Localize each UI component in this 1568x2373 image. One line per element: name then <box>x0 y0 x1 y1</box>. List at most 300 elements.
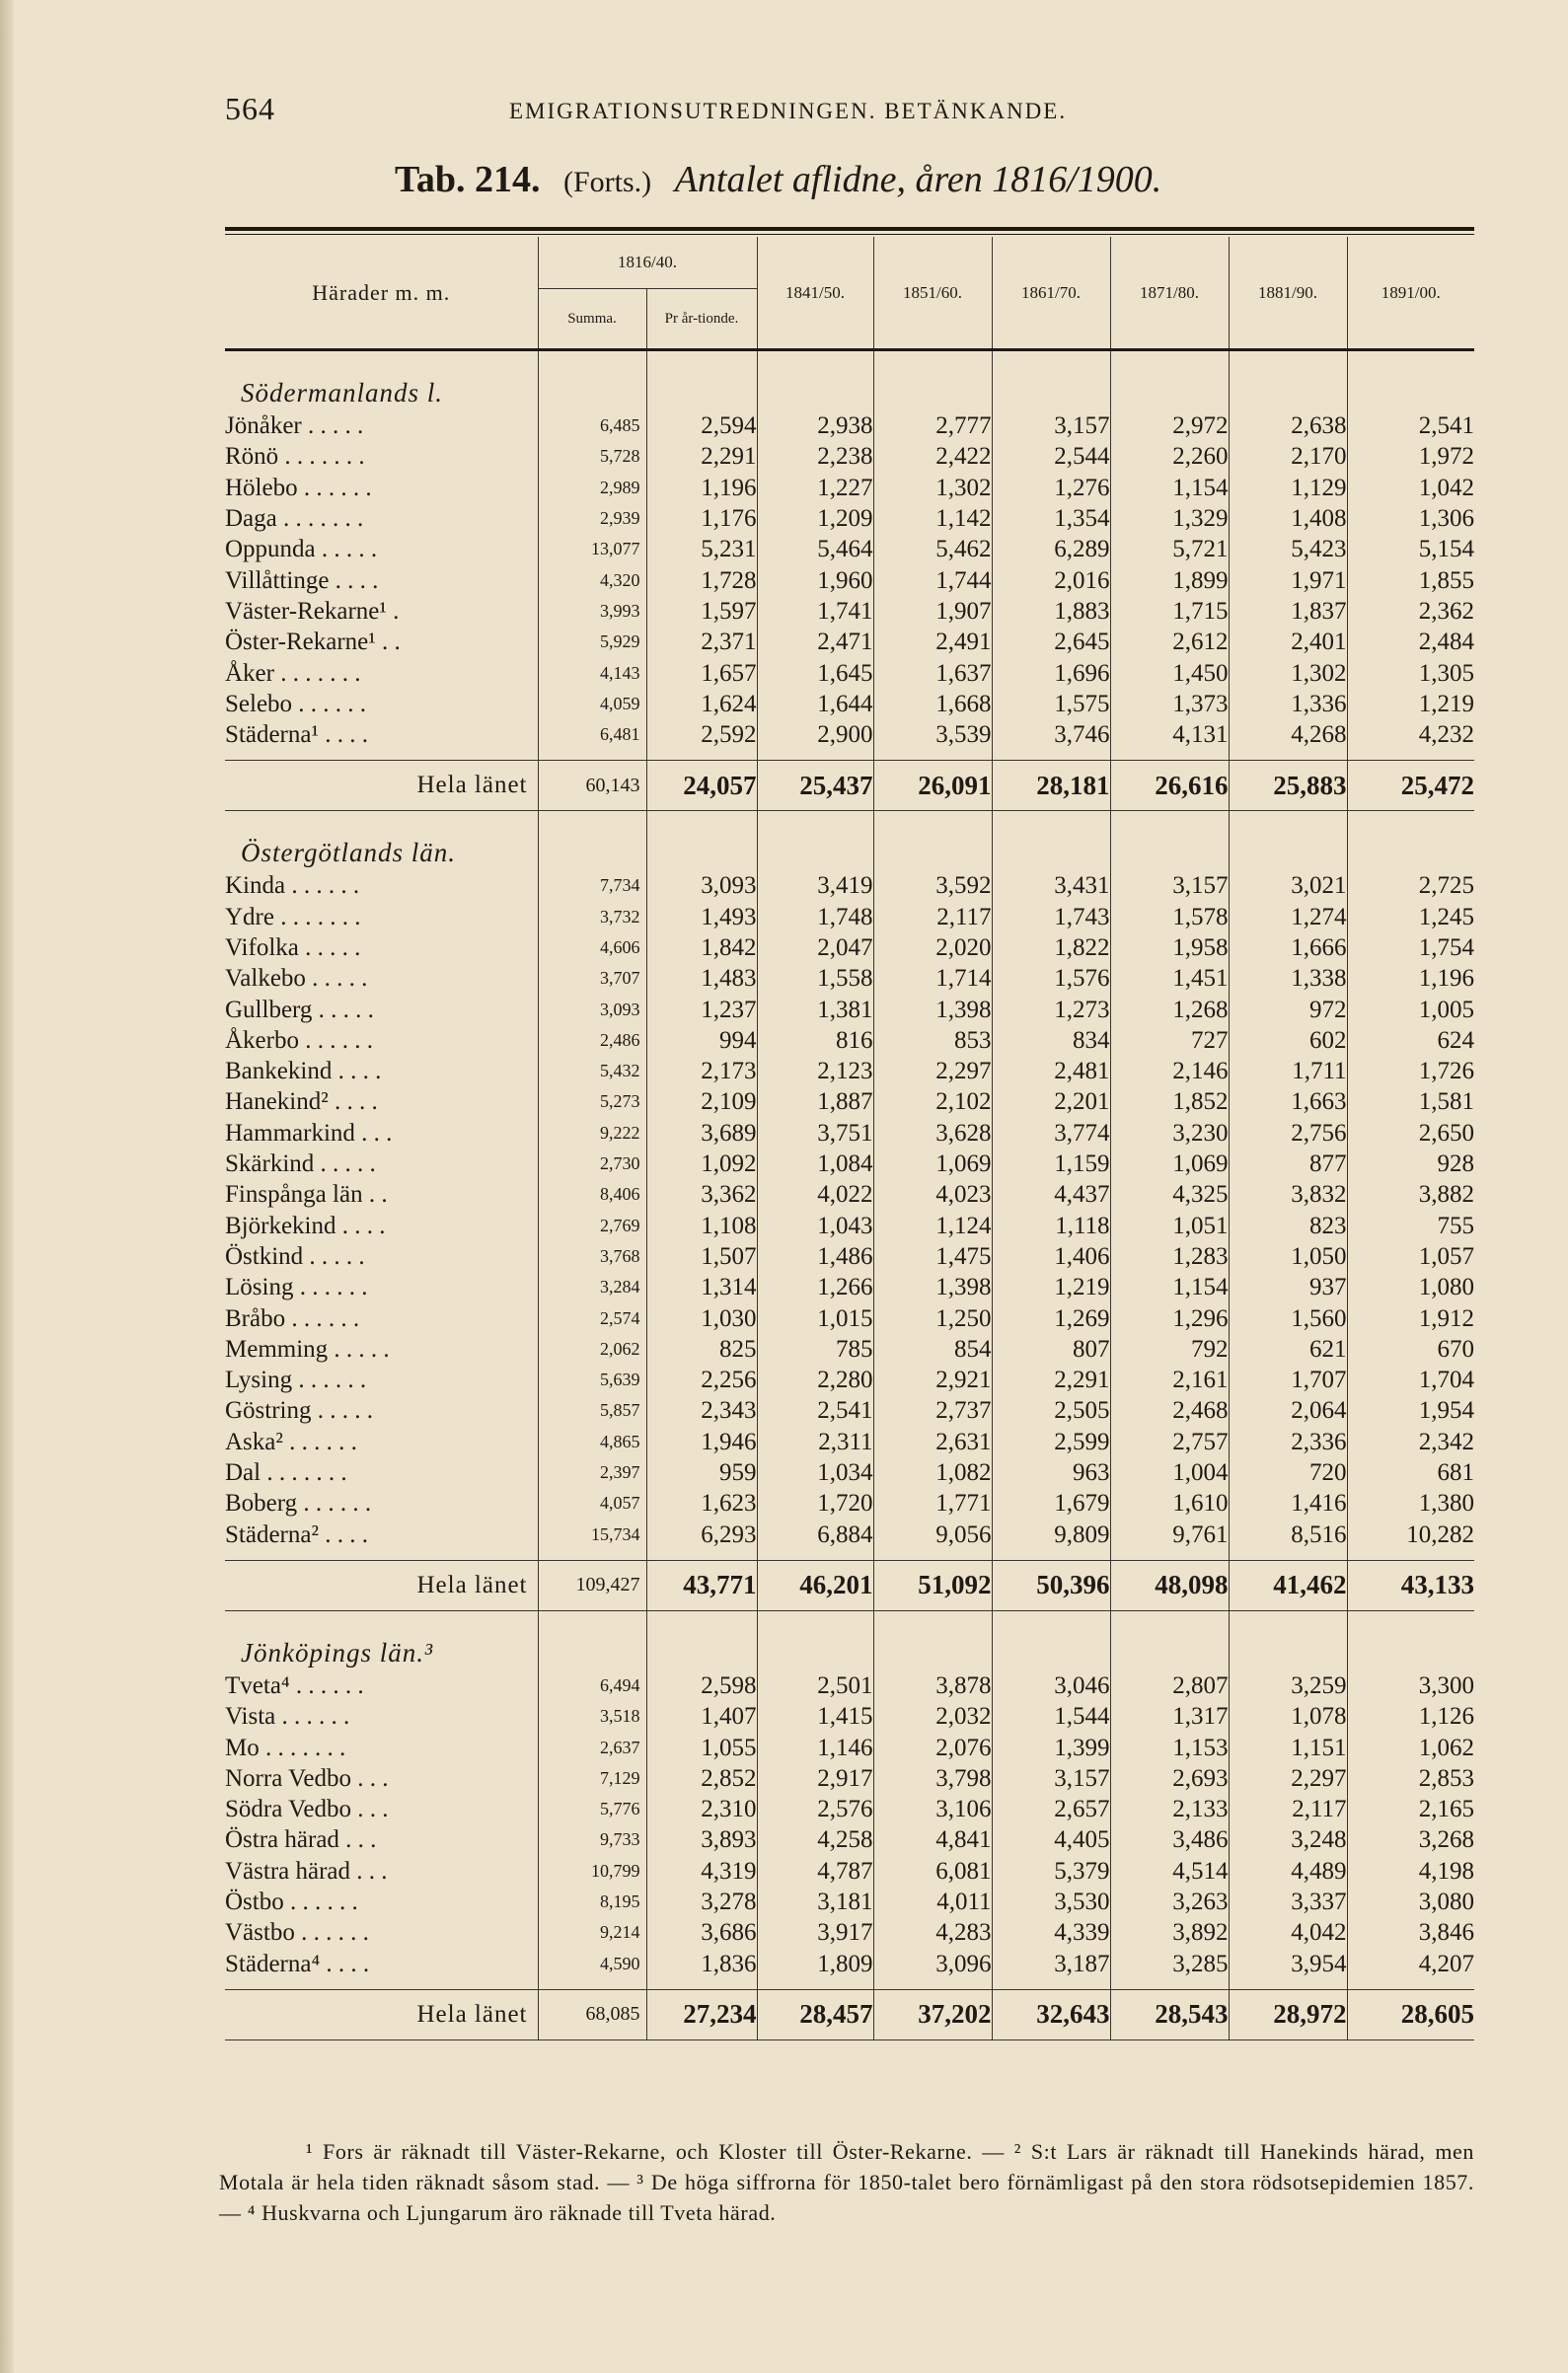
value-cell: 1,644 <box>757 689 873 719</box>
summa-cell: 4,143 <box>538 657 646 688</box>
footnote-text: ¹ Fors är räknadt till Väster-Rekarne, och Kloster till Öster-Rekarne. — ² S:t Lars är räknadt till Hanekinds härad, men Motala är hela tiden räknadt såsom stad. — ³ De höga siffrorna för 1850-talet bero förnämligast på den stora rödsotsepidemien 1857. — ⁴ Huskvarna och Ljungarum äro räknade till Tveta härad. <box>219 2139 1474 2225</box>
value-cell: 2,592 <box>646 719 757 750</box>
total-value-cell: 46,201 <box>757 1560 873 1610</box>
district-name: Hanekind² . . . . <box>225 1088 378 1116</box>
empty-cell <box>538 811 646 871</box>
total-label: Hela länet <box>225 1989 538 2039</box>
value-cell: 2,291 <box>646 441 757 472</box>
value-cell: 2,541 <box>757 1395 873 1426</box>
value-cell: 1,657 <box>646 657 757 688</box>
value-cell: 2,645 <box>992 627 1110 657</box>
empty-cell <box>225 750 538 761</box>
summa-cell: 2,062 <box>538 1334 646 1365</box>
value-cell: 1,398 <box>873 1272 992 1302</box>
summa-cell: 8,406 <box>538 1179 646 1210</box>
empty-cell <box>225 1550 538 1561</box>
value-cell: 4,405 <box>992 1824 1110 1855</box>
table-row <box>225 1272 1474 1302</box>
value-cell: 1,219 <box>1347 689 1474 719</box>
value-cell: 670 <box>1347 1334 1474 1365</box>
value-cell: 2,256 <box>646 1365 757 1395</box>
value-cell: 785 <box>757 1334 873 1365</box>
table-row <box>225 1365 1474 1395</box>
county-name: Södermanlands l. <box>241 378 443 408</box>
value-cell: 1,597 <box>646 596 757 627</box>
value-cell: 1,373 <box>1110 689 1229 719</box>
value-cell: 1,581 <box>1347 1086 1474 1117</box>
district-name: Öster-Rekarne¹ . . <box>225 629 401 656</box>
empty-cell <box>757 750 873 761</box>
value-cell: 2,362 <box>1347 596 1474 627</box>
value-cell: 5,423 <box>1229 534 1347 564</box>
value-cell: 834 <box>992 1025 1110 1056</box>
district-name: Rönö . . . . . . . <box>225 443 365 471</box>
summa-cell: 9,214 <box>538 1917 646 1948</box>
value-cell: 1,296 <box>1110 1302 1229 1333</box>
county-total-row <box>225 761 1474 811</box>
value-cell: 3,832 <box>1229 1179 1347 1210</box>
empty-cell <box>646 1550 757 1561</box>
empty-cell <box>1229 1550 1347 1561</box>
value-cell: 5,231 <box>646 534 757 564</box>
value-cell: 1,069 <box>873 1149 992 1179</box>
table-row <box>225 564 1474 595</box>
summa-cell: 7,734 <box>538 870 646 901</box>
value-cell: 3,096 <box>873 1948 992 1978</box>
value-cell: 3,157 <box>1110 870 1229 901</box>
table-row <box>225 1520 1474 1550</box>
value-cell: 2,501 <box>757 1670 873 1701</box>
value-cell: 3,917 <box>757 1917 873 1948</box>
value-cell: 2,638 <box>1229 410 1347 441</box>
value-cell: 1,082 <box>873 1457 992 1488</box>
total-value-cell: 48,098 <box>1110 1560 1229 1610</box>
value-cell: 1,836 <box>646 1948 757 1978</box>
table-row <box>225 1732 1474 1762</box>
value-cell: 2,311 <box>757 1427 873 1457</box>
district-name: Åker . . . . . . . <box>225 659 361 687</box>
value-cell: 1,754 <box>1347 932 1474 963</box>
summa-cell: 5,929 <box>538 627 646 657</box>
value-cell: 1,960 <box>757 564 873 595</box>
value-cell: 2,336 <box>1229 1427 1347 1457</box>
district-name: Tveta⁴ . . . . . . <box>225 1671 364 1699</box>
summa-cell: 3,518 <box>538 1701 646 1732</box>
value-cell: 3,431 <box>992 870 1110 901</box>
value-cell: 5,464 <box>757 534 873 564</box>
value-cell: 2,484 <box>1347 627 1474 657</box>
district-name: Städerna¹ . . . . <box>225 721 368 749</box>
header-period: 1841/50. <box>757 237 873 348</box>
table-row <box>225 1457 1474 1488</box>
value-cell: 3,285 <box>1110 1948 1229 1978</box>
value-cell: 1,407 <box>646 1701 757 1732</box>
district-name: Vista . . . . . . <box>225 1703 350 1731</box>
district-name: Ydre . . . . . . . <box>225 903 361 930</box>
value-cell: 1,126 <box>1347 1701 1474 1732</box>
empty-cell <box>1110 1610 1229 1670</box>
value-cell: 3,628 <box>873 1118 992 1149</box>
table-row <box>225 1670 1474 1701</box>
value-cell: 1,336 <box>1229 689 1347 719</box>
value-cell: 1,108 <box>646 1211 757 1241</box>
header-period: 1871/80. <box>1110 237 1229 348</box>
district-name: Åkerbo . . . . . . <box>225 1026 373 1054</box>
district-name: Östbo . . . . . . <box>225 1889 358 1916</box>
table-row <box>225 1887 1474 1917</box>
empty-cell <box>1347 1979 1474 1990</box>
table-row <box>225 1856 1474 1887</box>
summa-cell: 9,733 <box>538 1824 646 1855</box>
value-cell: 807 <box>992 1334 1110 1365</box>
value-cell: 1,314 <box>646 1272 757 1302</box>
value-cell: 1,743 <box>992 902 1110 932</box>
value-cell: 3,798 <box>873 1763 992 1794</box>
value-cell: 1,276 <box>992 473 1110 503</box>
value-cell: 3,157 <box>992 1763 1110 1794</box>
value-cell: 4,023 <box>873 1179 992 1210</box>
value-cell: 2,173 <box>646 1056 757 1086</box>
value-cell: 2,401 <box>1229 627 1347 657</box>
value-cell: 1,062 <box>1347 1732 1474 1762</box>
value-cell: 4,207 <box>1347 1948 1474 1978</box>
value-cell: 2,076 <box>873 1732 992 1762</box>
total-value-cell: 28,543 <box>1110 1989 1229 2039</box>
value-cell: 1,744 <box>873 564 992 595</box>
value-cell: 2,657 <box>992 1794 1110 1824</box>
value-cell: 3,093 <box>646 870 757 901</box>
spacer-row <box>225 1979 1474 1990</box>
empty-cell <box>1229 350 1347 411</box>
value-cell: 2,238 <box>757 441 873 472</box>
table-body <box>225 350 1474 2040</box>
summa-cell: 5,776 <box>538 1794 646 1824</box>
table-title <box>395 158 1161 201</box>
table-row <box>225 1025 1474 1056</box>
summa-cell: 13,077 <box>538 534 646 564</box>
table-row <box>225 719 1474 750</box>
summa-cell: 2,397 <box>538 1457 646 1488</box>
district-name: Selebo . . . . . . <box>225 690 367 717</box>
table-row <box>225 473 1474 503</box>
value-cell: 1,415 <box>757 1701 873 1732</box>
value-cell: 2,146 <box>1110 1056 1229 1086</box>
district-name: Västra härad . . . <box>225 1857 388 1885</box>
value-cell: 1,302 <box>1229 657 1347 688</box>
empty-cell <box>757 1610 873 1670</box>
summa-cell: 5,639 <box>538 1365 646 1395</box>
value-cell: 1,004 <box>1110 1457 1229 1488</box>
total-value-cell: 27,234 <box>646 1989 757 2039</box>
value-cell: 2,594 <box>646 410 757 441</box>
empty-cell <box>538 1550 646 1561</box>
value-cell: 4,268 <box>1229 719 1347 750</box>
value-cell: 1,153 <box>1110 1732 1229 1762</box>
table-row <box>225 1086 1474 1117</box>
value-cell: 5,379 <box>992 1856 1110 1887</box>
empty-cell <box>757 1550 873 1561</box>
value-cell: 937 <box>1229 1272 1347 1302</box>
district-name: Södra Vedbo . . . <box>225 1796 389 1823</box>
value-cell: 1,912 <box>1347 1302 1474 1333</box>
value-cell: 1,887 <box>757 1086 873 1117</box>
value-cell: 681 <box>1347 1457 1474 1488</box>
value-cell: 2,737 <box>873 1395 992 1426</box>
value-cell: 3,686 <box>646 1917 757 1948</box>
total-value-cell: 26,091 <box>873 761 992 811</box>
value-cell: 1,266 <box>757 1272 873 1302</box>
table-row <box>225 1427 1474 1457</box>
empty-cell <box>538 750 646 761</box>
table-row <box>225 534 1474 564</box>
value-cell: 3,337 <box>1229 1887 1347 1917</box>
summa-cell: 3,284 <box>538 1272 646 1302</box>
value-cell: 4,514 <box>1110 1856 1229 1887</box>
district-name: Göstring . . . . . <box>225 1397 373 1425</box>
value-cell: 1,560 <box>1229 1302 1347 1333</box>
value-cell: 1,118 <box>992 1211 1110 1241</box>
total-value-cell: 43,133 <box>1347 1560 1474 1610</box>
summa-cell: 4,059 <box>538 689 646 719</box>
value-cell: 2,280 <box>757 1365 873 1395</box>
value-cell: 2,852 <box>646 1763 757 1794</box>
summa-cell: 2,486 <box>538 1025 646 1056</box>
summa-cell: 2,989 <box>538 473 646 503</box>
total-value-cell: 25,472 <box>1347 761 1474 811</box>
value-cell: 727 <box>1110 1025 1229 1056</box>
value-cell: 1,714 <box>873 963 992 994</box>
value-cell: 2,756 <box>1229 1118 1347 1149</box>
table-row <box>225 1118 1474 1149</box>
value-cell: 1,283 <box>1110 1241 1229 1272</box>
value-cell: 1,475 <box>873 1241 992 1272</box>
table-row <box>225 932 1474 963</box>
district-name: Jönåker . . . . . <box>225 412 364 440</box>
table-number: Tab. 214. <box>395 159 541 200</box>
value-cell: 3,539 <box>873 719 992 750</box>
empty-cell <box>1347 350 1474 411</box>
district-name: Östkind . . . . . <box>225 1242 365 1270</box>
value-cell: 1,645 <box>757 657 873 688</box>
value-cell: 1,302 <box>873 473 992 503</box>
value-cell: 3,157 <box>992 410 1110 441</box>
table-row <box>225 1824 1474 1855</box>
empty-cell <box>757 811 873 871</box>
value-cell: 1,576 <box>992 963 1110 994</box>
table-row <box>225 1179 1474 1210</box>
county-name: Östergötlands län. <box>241 838 457 868</box>
value-cell: 3,592 <box>873 870 992 901</box>
value-cell: 3,259 <box>1229 1670 1347 1701</box>
value-cell: 2,133 <box>1110 1794 1229 1824</box>
summa-cell: 5,273 <box>538 1086 646 1117</box>
value-cell: 2,064 <box>1229 1395 1347 1426</box>
value-cell: 1,245 <box>1347 902 1474 932</box>
total-value-cell: 28,972 <box>1229 1989 1347 2039</box>
value-cell: 2,917 <box>757 1763 873 1794</box>
table-row <box>225 1211 1474 1241</box>
table-row <box>225 627 1474 657</box>
value-cell: 4,022 <box>757 1179 873 1210</box>
value-cell: 1,381 <box>757 994 873 1024</box>
district-name: Vifolka . . . . . <box>225 934 361 961</box>
value-cell: 4,841 <box>873 1824 992 1855</box>
value-cell: 1,450 <box>1110 657 1229 688</box>
value-cell: 1,209 <box>757 503 873 534</box>
value-cell: 1,408 <box>1229 503 1347 534</box>
value-cell: 1,124 <box>873 1211 992 1241</box>
district-name: Väster-Rekarne¹ . <box>225 597 400 625</box>
value-cell: 3,689 <box>646 1118 757 1149</box>
value-cell: 3,080 <box>1347 1887 1474 1917</box>
district-name: Östra härad . . . <box>225 1826 377 1854</box>
empty-cell <box>873 1610 992 1670</box>
value-cell: 1,227 <box>757 473 873 503</box>
value-cell: 3,530 <box>992 1887 1110 1917</box>
value-cell: 624 <box>1347 1025 1474 1056</box>
value-cell: 2,481 <box>992 1056 1110 1086</box>
total-label: Hela länet <box>225 761 538 811</box>
summa-cell: 5,728 <box>538 441 646 472</box>
value-cell: 1,575 <box>992 689 1110 719</box>
value-cell: 8,516 <box>1229 1520 1347 1550</box>
value-cell: 1,954 <box>1347 1395 1474 1426</box>
county-name: Jönköpings län.³ <box>241 1637 434 1668</box>
table-row <box>225 1241 1474 1272</box>
value-cell: 3,878 <box>873 1670 992 1701</box>
district-name: Dal . . . . . . . <box>225 1459 347 1487</box>
value-cell: 6,293 <box>646 1520 757 1550</box>
value-cell: 1,092 <box>646 1149 757 1179</box>
summa-cell: 2,939 <box>538 503 646 534</box>
district-name: Norra Vedbo . . . <box>225 1764 389 1792</box>
value-cell: 1,666 <box>1229 932 1347 963</box>
district-name: Boberg . . . . . . <box>225 1490 372 1518</box>
empty-cell <box>1229 811 1347 871</box>
value-cell: 877 <box>1229 1149 1347 1179</box>
table-row <box>225 1488 1474 1519</box>
table-row <box>225 410 1474 441</box>
value-cell: 3,362 <box>646 1179 757 1210</box>
district-name: Valkebo . . . . . <box>225 965 368 993</box>
district-name: Finspånga län . . <box>225 1181 388 1209</box>
page-number: 564 <box>225 91 275 126</box>
header-period: 1861/70. <box>992 237 1110 348</box>
value-cell: 1,306 <box>1347 503 1474 534</box>
value-cell: 1,329 <box>1110 503 1229 534</box>
summa-cell: 2,574 <box>538 1302 646 1333</box>
value-cell: 2,260 <box>1110 441 1229 472</box>
value-cell: 2,468 <box>1110 1395 1229 1426</box>
value-cell: 2,371 <box>646 627 757 657</box>
value-cell: 2,757 <box>1110 1427 1229 1457</box>
value-cell: 1,842 <box>646 932 757 963</box>
value-cell: 2,020 <box>873 932 992 963</box>
value-cell: 1,034 <box>757 1457 873 1488</box>
total-value-cell: 41,462 <box>1229 1560 1347 1610</box>
value-cell: 2,725 <box>1347 870 1474 901</box>
value-cell: 2,544 <box>992 441 1110 472</box>
header-period: 1891/00. <box>1347 237 1474 348</box>
empty-cell <box>992 750 1110 761</box>
table-row <box>225 994 1474 1024</box>
empty-cell <box>873 350 992 411</box>
summa-cell: 4,320 <box>538 564 646 595</box>
value-cell: 1,704 <box>1347 1365 1474 1395</box>
table-row <box>225 1302 1474 1333</box>
value-cell: 2,342 <box>1347 1427 1474 1457</box>
value-cell: 2,201 <box>992 1086 1110 1117</box>
value-cell: 1,668 <box>873 689 992 719</box>
district-name: Skärkind . . . . . <box>225 1150 376 1178</box>
table-row <box>225 1395 1474 1426</box>
value-cell: 1,679 <box>992 1488 1110 1519</box>
value-cell: 3,187 <box>992 1948 1110 1978</box>
value-cell: 1,663 <box>1229 1086 1347 1117</box>
value-cell: 3,882 <box>1347 1179 1474 1210</box>
district-name: Bankekind . . . . <box>225 1058 382 1085</box>
value-cell: 1,142 <box>873 503 992 534</box>
value-cell: 1,486 <box>757 1241 873 1272</box>
value-cell: 2,541 <box>1347 410 1474 441</box>
value-cell: 1,855 <box>1347 564 1474 595</box>
value-cell: 1,159 <box>992 1149 1110 1179</box>
value-cell: 959 <box>646 1457 757 1488</box>
value-cell: 1,451 <box>1110 963 1229 994</box>
summa-cell: 9,222 <box>538 1118 646 1149</box>
value-cell: 1,623 <box>646 1488 757 1519</box>
value-cell: 2,170 <box>1229 441 1347 472</box>
value-cell: 2,422 <box>873 441 992 472</box>
value-cell: 1,317 <box>1110 1701 1229 1732</box>
table-row <box>225 902 1474 932</box>
header-period-1816: 1816/40. <box>538 237 757 289</box>
empty-cell <box>992 811 1110 871</box>
total-value-cell: 43,771 <box>646 1560 757 1610</box>
value-cell: 2,491 <box>873 627 992 657</box>
value-cell: 1,274 <box>1229 902 1347 932</box>
value-cell: 4,042 <box>1229 1917 1347 1948</box>
value-cell: 2,165 <box>1347 1794 1474 1824</box>
page-edge <box>0 0 14 2373</box>
total-label: Hela länet <box>225 1560 538 1610</box>
value-cell: 1,043 <box>757 1211 873 1241</box>
value-cell: 3,746 <box>992 719 1110 750</box>
value-cell: 854 <box>873 1334 992 1365</box>
total-value-cell: 28,605 <box>1347 1989 1474 2039</box>
value-cell: 1,899 <box>1110 564 1229 595</box>
table-row <box>225 503 1474 534</box>
total-value-cell: 28,181 <box>992 761 1110 811</box>
district-name: Hammarkind . . . <box>225 1119 393 1147</box>
value-cell: 963 <box>992 1457 1110 1488</box>
empty-cell <box>646 1979 757 1990</box>
value-cell: 6,289 <box>992 534 1110 564</box>
value-cell: 1,196 <box>1347 963 1474 994</box>
value-cell: 2,921 <box>873 1365 992 1395</box>
value-cell: 4,319 <box>646 1856 757 1887</box>
empty-cell <box>1110 811 1229 871</box>
value-cell: 2,900 <box>757 719 873 750</box>
summa-cell: 4,606 <box>538 932 646 963</box>
value-cell: 1,219 <box>992 1272 1110 1302</box>
table-row <box>225 689 1474 719</box>
summa-cell: 3,093 <box>538 994 646 1024</box>
value-cell: 621 <box>1229 1334 1347 1365</box>
county-heading-row <box>225 350 1474 411</box>
value-cell: 928 <box>1347 1149 1474 1179</box>
value-cell: 5,462 <box>873 534 992 564</box>
